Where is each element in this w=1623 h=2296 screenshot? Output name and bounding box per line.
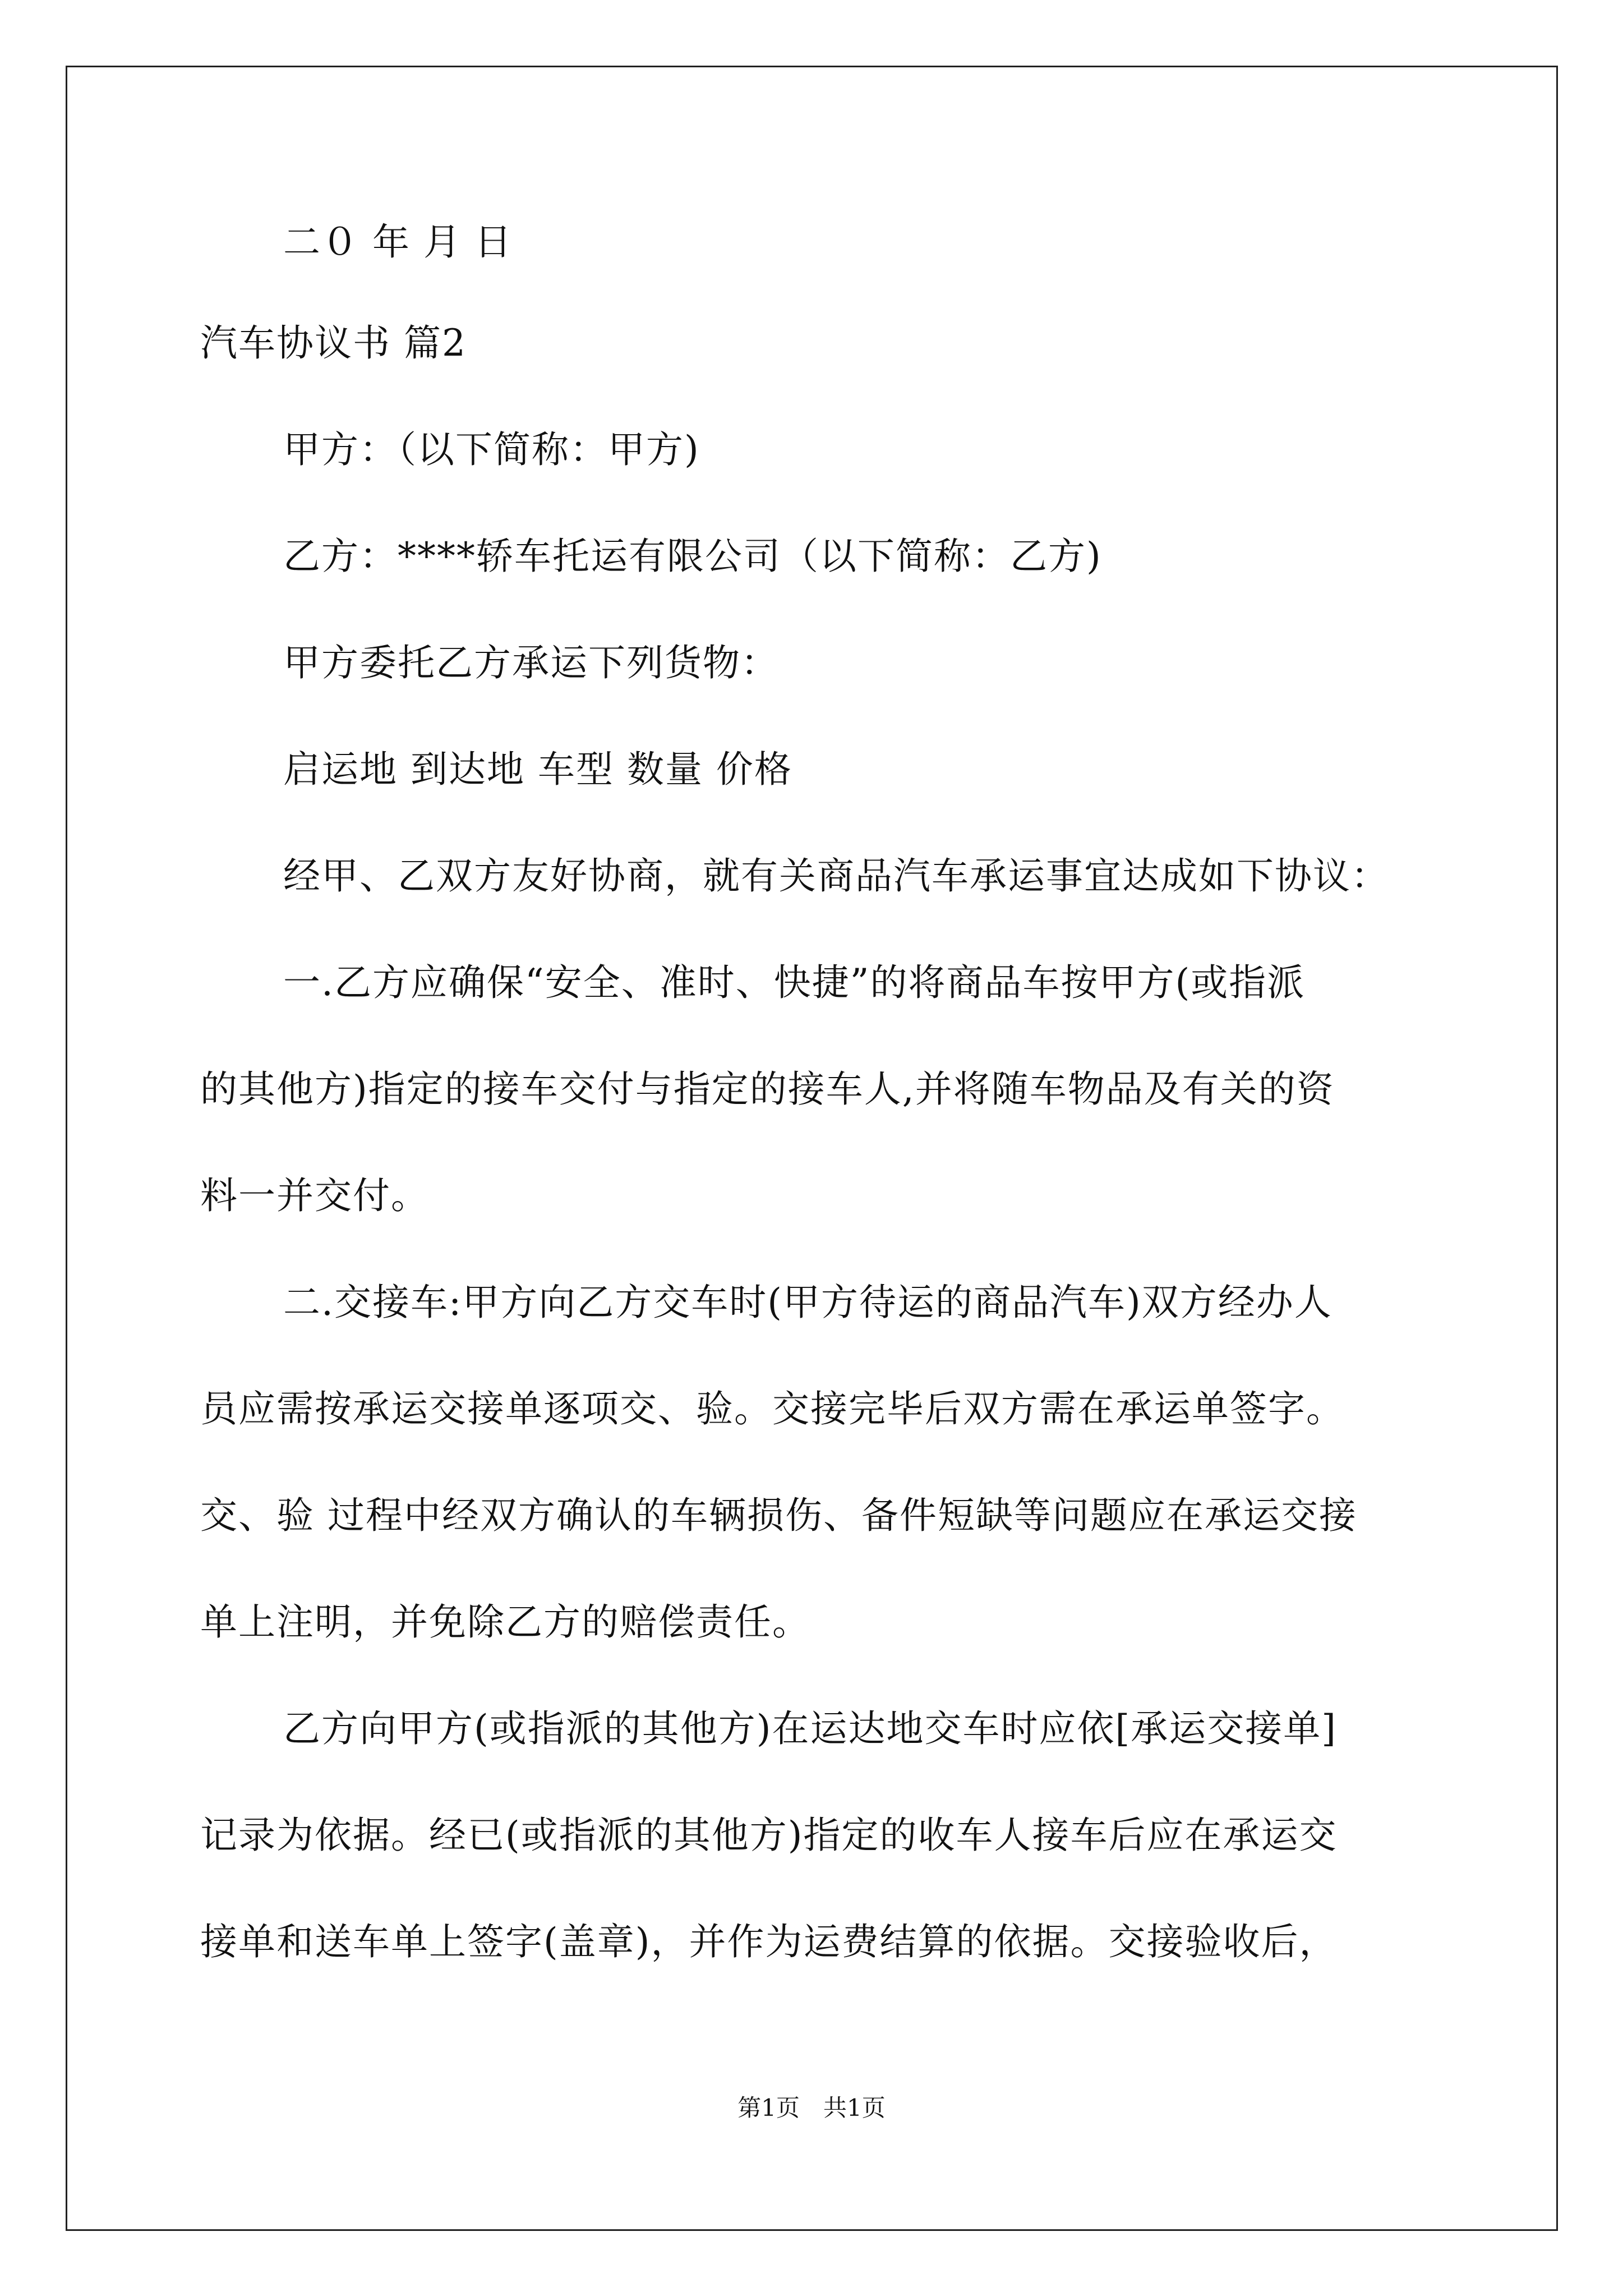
- table-header-line: 启运地 到达地 车型 数量 价格: [283, 748, 792, 791]
- clause-2-line: 单上注明，并免除乙方的赔偿责任。: [200, 1600, 810, 1644]
- clause-1-line: 一.乙方应确保“安全、准时、快捷”的将商品车按甲方(或指派: [283, 961, 1306, 1004]
- clause-2-line: 二.交接车:甲方向乙方交车时(甲方待运的商品汽车)双方经办人: [283, 1281, 1332, 1324]
- clause-1-line: 的其他方)指定的接车交付与指定的接车人,并将随车物品及有关的资: [200, 1068, 1335, 1111]
- paragraph-line: 乙方向甲方(或指派的其他方)在运达地交车时应依[承运交接单]: [283, 1707, 1337, 1750]
- clause-2-line: 员应需按承运交接单逐项交、验。交接完毕后双方需在承运单签字。: [200, 1387, 1344, 1430]
- section-heading: 汽车协议书 篇2: [200, 321, 467, 365]
- clause-1-line: 料一并交付。: [200, 1174, 429, 1217]
- clause-2-line: 交、验 过程中经双方确认的车辆损伤、备件短缺等问题应在承运交接: [200, 1494, 1357, 1537]
- party-b-line: 乙方：****轿车托运有限公司（以下简称：乙方): [283, 535, 1102, 578]
- paragraph-line: 接单和送车单上签字(盖章)，并作为运费结算的依据。交接验收后，: [200, 1920, 1338, 1963]
- date-line: 二０ 年 月 日: [283, 220, 513, 264]
- paragraph-line: 经甲、乙双方友好协商，就有关商品汽车承运事宜达成如下协议：: [283, 854, 1389, 898]
- paragraph-line: 甲方委托乙方承运下列货物：: [283, 641, 779, 684]
- paragraph-line: 记录为依据。经已(或指派的其他方)指定的收车人接车后应在承运交: [200, 1814, 1338, 1857]
- page-footer: 第1页 共1页: [737, 2094, 886, 2122]
- page-border: [66, 66, 1558, 2231]
- party-a-line: 甲方：（以下简称：甲方): [283, 428, 700, 471]
